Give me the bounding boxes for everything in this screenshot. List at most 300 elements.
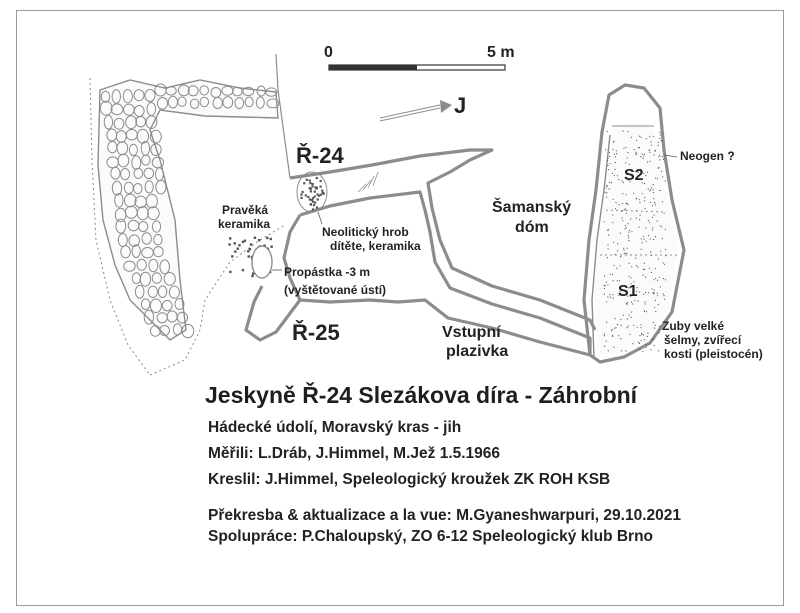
sediment-dot bbox=[625, 253, 626, 254]
sediment-dot bbox=[662, 156, 663, 157]
sediment-dot bbox=[607, 131, 608, 132]
sediment-dot bbox=[653, 192, 654, 193]
ceramic-mark bbox=[248, 255, 250, 257]
sediment-dot bbox=[631, 266, 632, 267]
sediment-dot bbox=[639, 349, 640, 350]
sediment-dot bbox=[606, 185, 607, 186]
slope-hatching bbox=[358, 172, 378, 192]
sediment-dot bbox=[645, 347, 646, 348]
sediment-dot bbox=[646, 138, 647, 139]
ceramic-mark bbox=[247, 250, 249, 252]
sediment-dot bbox=[619, 280, 620, 281]
sediment-dot bbox=[606, 192, 607, 193]
sediment-dot bbox=[635, 152, 636, 153]
sediment-dot bbox=[604, 346, 605, 347]
sediment-dot bbox=[612, 149, 613, 150]
sediment-dot bbox=[623, 248, 624, 249]
sediment-dot bbox=[634, 300, 635, 301]
sediment-dot bbox=[608, 350, 609, 351]
sediment-dot bbox=[642, 193, 643, 194]
grave-mark bbox=[310, 190, 312, 192]
sediment-dot bbox=[660, 225, 661, 226]
sediment-dot bbox=[664, 299, 665, 300]
sediment-dot bbox=[638, 147, 639, 148]
sediment-dot bbox=[653, 136, 654, 137]
sediment-dot bbox=[636, 217, 637, 218]
sediment-dot bbox=[658, 156, 659, 157]
info-drawn: Kreslil: J.Himmel, Speleologický kroužek ZK ROH KSB bbox=[208, 471, 611, 488]
sediment-dot bbox=[620, 265, 621, 266]
sediment-dot bbox=[640, 156, 641, 157]
ceramic-mark bbox=[234, 250, 236, 252]
sediment-dot bbox=[627, 318, 628, 319]
sediment-dot bbox=[663, 278, 664, 279]
sediment-dot bbox=[654, 307, 655, 308]
sediment-dot bbox=[617, 250, 618, 251]
sediment-dot bbox=[650, 189, 651, 190]
zuby-label-3: kosti (pleistocén) bbox=[664, 347, 763, 361]
sediment-dot bbox=[629, 334, 630, 335]
sediment-dot bbox=[604, 221, 605, 222]
sediment-dot bbox=[643, 155, 644, 156]
sediment-dot bbox=[644, 269, 645, 270]
grave-mark bbox=[321, 190, 323, 192]
sediment-dot bbox=[655, 311, 656, 312]
sediment-dot bbox=[625, 208, 626, 209]
sediment-dot bbox=[660, 251, 661, 252]
sediment-dot bbox=[606, 341, 607, 342]
dom-label: dóm bbox=[515, 219, 549, 236]
grave-mark bbox=[300, 194, 302, 196]
ceramic-mark bbox=[266, 237, 268, 239]
sediment-dot bbox=[654, 328, 655, 329]
sediment-dot bbox=[658, 168, 659, 169]
sediment-dot bbox=[615, 202, 616, 203]
sediment-dot bbox=[633, 193, 634, 194]
sediment-dot bbox=[665, 249, 666, 250]
sediment-dot bbox=[628, 325, 629, 326]
sediment-dot bbox=[636, 265, 637, 266]
sediment-dot bbox=[657, 178, 658, 179]
sediment-dot bbox=[658, 350, 659, 351]
sediment-dot bbox=[605, 192, 606, 193]
sediment-dot bbox=[612, 274, 613, 275]
sediment-dot bbox=[641, 340, 642, 341]
sediment-dot bbox=[650, 202, 651, 203]
sediment-dot bbox=[611, 330, 612, 331]
sediment-dot bbox=[664, 213, 665, 214]
sediment-dot bbox=[634, 149, 635, 150]
sediment-dot bbox=[628, 131, 629, 132]
sediment-dot bbox=[648, 292, 649, 293]
zuby-label-1: Zuby velké bbox=[662, 319, 725, 333]
sediment-dot bbox=[614, 318, 615, 319]
sediment-dot bbox=[612, 214, 613, 215]
sediment-dot bbox=[658, 145, 659, 146]
sediment-dot bbox=[620, 256, 621, 257]
sediment-dot bbox=[662, 201, 663, 202]
ceramic-mark bbox=[244, 240, 246, 242]
sediment-dot bbox=[649, 150, 650, 151]
grave-mark bbox=[316, 187, 318, 189]
sediment-dot bbox=[621, 325, 622, 326]
sediment-dot bbox=[645, 303, 646, 304]
sediment-dot bbox=[605, 285, 606, 286]
sediment-dot bbox=[655, 150, 656, 151]
sediment-dot bbox=[639, 335, 640, 336]
sediment-dot bbox=[616, 153, 617, 154]
sediment-dot bbox=[606, 187, 607, 188]
sediment-dot bbox=[653, 198, 654, 199]
sediment-dot bbox=[621, 350, 622, 351]
sediment-dot bbox=[626, 213, 627, 214]
sediment-dot bbox=[655, 278, 656, 279]
ceramic-mark bbox=[234, 242, 236, 244]
sediment-dot bbox=[628, 237, 629, 238]
sediment-dot bbox=[662, 238, 663, 239]
sediment-dot bbox=[665, 279, 666, 280]
sediment-dot bbox=[612, 222, 613, 223]
sediment-dot bbox=[659, 138, 660, 139]
sediment-dot bbox=[608, 169, 609, 170]
s1-label: S1 bbox=[618, 283, 638, 300]
sediment-dot bbox=[648, 220, 649, 221]
pravek-label-2: keramika bbox=[218, 217, 271, 231]
neolithic-grave-symbol bbox=[297, 172, 327, 212]
sediment-dot bbox=[619, 204, 620, 205]
sediment-dot bbox=[625, 350, 626, 351]
sediment-dot bbox=[627, 157, 628, 158]
sediment-dot bbox=[642, 351, 643, 352]
sediment-dot bbox=[610, 297, 611, 298]
sediment-dot bbox=[647, 333, 648, 334]
sediment-dot bbox=[639, 202, 640, 203]
prehistoric-ceramics-symbol bbox=[228, 237, 272, 278]
sediment-dot bbox=[627, 248, 628, 249]
sediment-dot bbox=[662, 176, 663, 177]
sediment-dot bbox=[651, 339, 652, 340]
sediment-dot bbox=[621, 218, 622, 219]
neolit-label-1: Neolitický hrob bbox=[322, 225, 409, 239]
neogen-label: Neogen ? bbox=[680, 149, 735, 163]
sediment-dot bbox=[628, 235, 629, 236]
sediment-dot bbox=[606, 282, 607, 283]
sediment-dot bbox=[617, 243, 618, 244]
sediment-dot bbox=[659, 329, 660, 330]
sediment-dot bbox=[645, 292, 646, 293]
propastka-label-2: (vyštětované ústí) bbox=[284, 283, 387, 297]
sediment-dot bbox=[659, 155, 660, 156]
grave-mark bbox=[316, 206, 318, 208]
sediment-dot bbox=[653, 279, 654, 280]
sediment-dot bbox=[658, 332, 659, 333]
sediment-dot bbox=[610, 274, 611, 275]
sediment-dot bbox=[622, 180, 623, 181]
sediment-dot bbox=[665, 180, 666, 181]
sediment-dot bbox=[652, 229, 653, 230]
sediment-dot bbox=[607, 296, 608, 297]
vstupni-label: Vstupní bbox=[442, 324, 501, 341]
ceramic-mark bbox=[249, 248, 251, 250]
sediment-dot bbox=[626, 253, 627, 254]
sediment-dot bbox=[614, 265, 615, 266]
sediment-dot bbox=[617, 324, 618, 325]
sediment-dot bbox=[644, 200, 645, 201]
sediment-dot bbox=[643, 294, 644, 295]
sediment-dot bbox=[611, 182, 612, 183]
sediment-dot bbox=[654, 289, 655, 290]
grave-mark bbox=[309, 187, 311, 189]
sediment-dot bbox=[631, 137, 632, 138]
boulder bbox=[150, 326, 160, 336]
sediment-dot bbox=[650, 161, 651, 162]
sediment-dot bbox=[621, 211, 622, 212]
sediment-dot bbox=[646, 311, 647, 312]
grave-mark bbox=[309, 198, 311, 200]
sediment-dot bbox=[653, 154, 654, 155]
sediment-dot bbox=[625, 225, 626, 226]
sediment-dot bbox=[625, 228, 626, 229]
ceramic-mark bbox=[270, 246, 272, 248]
sediment-dot bbox=[631, 302, 632, 303]
sediment-dot bbox=[615, 162, 616, 163]
sediment-dot bbox=[605, 149, 606, 150]
ceramic-mark bbox=[228, 243, 230, 245]
sediment-dot bbox=[650, 252, 651, 253]
sediment-dot bbox=[665, 229, 666, 230]
sediment-dot bbox=[658, 142, 659, 143]
sediment-dot bbox=[643, 239, 644, 240]
sediment-dot bbox=[613, 298, 614, 299]
sediment-dot bbox=[608, 235, 609, 236]
sediment-dot bbox=[607, 284, 608, 285]
sediment-dot bbox=[622, 193, 623, 194]
north-arrow-label: J bbox=[454, 93, 467, 118]
ceramic-mark bbox=[229, 237, 231, 239]
ceramic-mark bbox=[250, 243, 252, 245]
sediment-dot bbox=[640, 215, 641, 216]
sediment-dot bbox=[631, 311, 632, 312]
ceramic-mark bbox=[251, 275, 253, 277]
s2-label: S2 bbox=[624, 167, 644, 184]
entrance-r24-label: Ř-24 bbox=[296, 143, 344, 168]
sediment-dot bbox=[644, 183, 645, 184]
sediment-dot bbox=[618, 335, 619, 336]
sediment-dot bbox=[644, 197, 645, 198]
sediment-dot bbox=[612, 173, 613, 174]
sediment-dot bbox=[645, 175, 646, 176]
pravek-label-1: Pravěká bbox=[222, 203, 269, 217]
sediment-dot bbox=[627, 302, 628, 303]
sediment-dot bbox=[613, 199, 614, 200]
sediment-dot bbox=[626, 227, 627, 228]
sediment-dot bbox=[604, 294, 605, 295]
sediment-dot bbox=[647, 336, 648, 337]
sediment-dot bbox=[655, 178, 656, 179]
sediment-dot bbox=[650, 349, 651, 350]
sediment-dot bbox=[622, 220, 623, 221]
grave-mark bbox=[312, 183, 314, 185]
sediment-dot bbox=[650, 238, 651, 239]
scale-bar bbox=[324, 44, 515, 70]
grave-mark bbox=[320, 194, 322, 196]
sediment-dot bbox=[628, 240, 629, 241]
sediment-dot bbox=[615, 156, 616, 157]
sediment-dot bbox=[660, 190, 661, 191]
sediment-dot bbox=[607, 160, 608, 161]
sediment-dot bbox=[642, 242, 643, 243]
sediment-dot bbox=[654, 214, 655, 215]
sediment-dot bbox=[629, 164, 630, 165]
sediment-dot bbox=[635, 154, 636, 155]
grave-mark bbox=[316, 177, 318, 179]
sediment-dot bbox=[608, 248, 609, 249]
grave-mark bbox=[314, 191, 316, 193]
sediment-dot bbox=[654, 293, 655, 294]
sediment-dot bbox=[606, 301, 607, 302]
sediment-dot bbox=[625, 147, 626, 148]
sediment-dot bbox=[632, 343, 633, 344]
sediment-dot bbox=[643, 334, 644, 335]
sediment-dot bbox=[624, 209, 625, 210]
sediment-dot bbox=[658, 304, 659, 305]
sediment-dot bbox=[616, 268, 617, 269]
sediment-dot bbox=[617, 175, 618, 176]
sediment-dot bbox=[616, 150, 617, 151]
sediment-dot bbox=[626, 303, 627, 304]
scale-start-label: 0 bbox=[324, 44, 333, 61]
sediment-dot bbox=[657, 295, 658, 296]
sediment-dot bbox=[644, 311, 645, 312]
sediment-dot bbox=[645, 227, 646, 228]
sediment-dot bbox=[627, 203, 628, 204]
sediment-dot bbox=[649, 268, 650, 269]
sediment-dot bbox=[639, 147, 640, 148]
sediment-dot bbox=[639, 343, 640, 344]
sediment-dot bbox=[609, 294, 610, 295]
sediment-dot bbox=[649, 152, 650, 153]
sediment-dot bbox=[604, 275, 605, 276]
sediment-dot bbox=[629, 276, 630, 277]
sediment-dot bbox=[635, 258, 636, 259]
sediment-dot bbox=[609, 182, 610, 183]
grave-mark bbox=[301, 197, 303, 199]
sediment-dot bbox=[613, 242, 614, 243]
sediment-dot bbox=[655, 300, 656, 301]
sediment-dot bbox=[630, 277, 631, 278]
sediment-dot bbox=[614, 169, 615, 170]
sediment-dot bbox=[653, 184, 654, 185]
sediment-dot bbox=[627, 204, 628, 205]
sediment-dot bbox=[620, 233, 621, 234]
sediment-dot bbox=[614, 154, 615, 155]
sediment-dot bbox=[652, 227, 653, 228]
grave-mark bbox=[307, 196, 309, 198]
sediment-dot bbox=[645, 301, 646, 302]
sediment-dot bbox=[607, 158, 608, 159]
plazivka-label: plazivka bbox=[446, 343, 509, 360]
grave-mark bbox=[309, 180, 311, 182]
sediment-dot bbox=[631, 231, 632, 232]
sediment-dot bbox=[604, 335, 605, 336]
sediment-dot bbox=[606, 322, 607, 323]
sediment-dot bbox=[607, 257, 608, 258]
sediment-dot bbox=[625, 162, 626, 163]
sediment-dot bbox=[640, 137, 641, 138]
sediment-dot bbox=[620, 319, 621, 320]
sediment-dot bbox=[614, 328, 615, 329]
sediment-dot bbox=[640, 324, 641, 325]
sediment-dot bbox=[641, 333, 642, 334]
sediment-dot bbox=[651, 187, 652, 188]
sediment-dot bbox=[655, 204, 656, 205]
sediment-dot bbox=[663, 293, 664, 294]
sediment-dot bbox=[649, 222, 650, 223]
ceramic-mark bbox=[231, 255, 233, 257]
sediment-dot bbox=[623, 315, 624, 316]
grave-mark bbox=[305, 194, 307, 196]
sediment-dot bbox=[613, 141, 614, 142]
grave-mark bbox=[316, 193, 318, 195]
sediment-dot bbox=[655, 325, 656, 326]
sediment-dot bbox=[632, 303, 633, 304]
sediment-dot bbox=[628, 152, 629, 153]
sediment-dot bbox=[642, 158, 643, 159]
sediment-dot bbox=[651, 145, 652, 146]
grave-mark bbox=[311, 185, 313, 187]
sediment-dot bbox=[613, 347, 614, 348]
grave-mark bbox=[302, 191, 304, 193]
grave-mark bbox=[310, 203, 312, 205]
ceramic-mark bbox=[229, 271, 231, 273]
sediment-dot bbox=[604, 333, 605, 334]
sediment-dot bbox=[663, 262, 664, 263]
sediment-dot bbox=[653, 322, 654, 323]
sediment-dot bbox=[659, 159, 660, 160]
grave-mark bbox=[306, 179, 308, 181]
sediment-dot bbox=[622, 203, 623, 204]
sediment-dot bbox=[627, 223, 628, 224]
sediment-dot bbox=[648, 235, 649, 236]
sediment-dot bbox=[659, 132, 660, 133]
sediment-dot bbox=[614, 175, 615, 176]
info-location: Hádecké údolí, Moravský kras - jih bbox=[208, 419, 462, 436]
grave-mark bbox=[303, 182, 305, 184]
sediment-dot bbox=[651, 288, 652, 289]
sediment-dot bbox=[645, 277, 646, 278]
sediment-dot bbox=[641, 238, 642, 239]
sediment-dot bbox=[629, 263, 630, 264]
sediment-dot bbox=[658, 258, 659, 259]
sediment-dot bbox=[652, 205, 653, 206]
sediment-dot bbox=[641, 249, 642, 250]
info-surveyed: Měřili: L.Dráb, J.Himmel, M.Jež 1.5.1966 bbox=[208, 445, 501, 462]
sediment-dot bbox=[653, 293, 654, 294]
sediment-dot bbox=[643, 269, 644, 270]
sediment-dot bbox=[661, 140, 662, 141]
sediment-dot bbox=[663, 159, 664, 160]
entrance-r25-label: Ř-25 bbox=[292, 320, 340, 345]
sediment-dot bbox=[628, 232, 629, 233]
sediment-dot bbox=[629, 315, 630, 316]
sediment-dot bbox=[661, 226, 662, 227]
sediment-dot bbox=[623, 131, 624, 132]
sediment-dot bbox=[645, 208, 646, 209]
propastka-label-1: Propástka -3 m bbox=[284, 265, 371, 279]
sediment-dot bbox=[642, 275, 643, 276]
grave-mark bbox=[320, 180, 322, 182]
sediment-dot bbox=[641, 327, 642, 328]
